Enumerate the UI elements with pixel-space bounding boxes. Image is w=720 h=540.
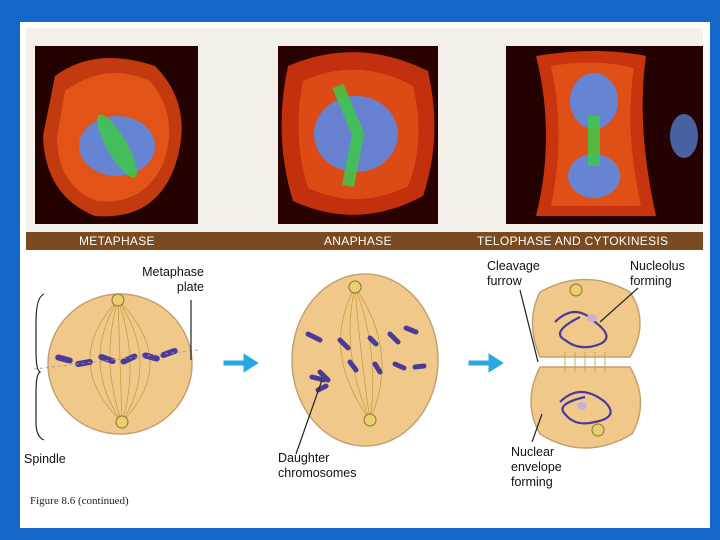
label-daughter-chromosomes-line2: chromosomes xyxy=(278,466,357,480)
arrow-icon xyxy=(225,356,256,370)
label-nuclear-envelope-forming-line2: envelope xyxy=(511,460,562,474)
cell-division-diagrams xyxy=(20,22,710,528)
label-nucleolus-forming-line2: forming xyxy=(630,274,672,288)
label-cleavage-furrow-line2: furrow xyxy=(487,274,522,288)
label-daughter-chromosomes xyxy=(278,451,357,481)
label-nuclear-envelope-forming-line1: Nuclear xyxy=(511,445,555,459)
figure-caption: Figure 8.6 (continued) xyxy=(30,495,129,507)
metaphase-cell xyxy=(34,294,198,434)
phase-label-metaphase: METAPHASE xyxy=(79,234,155,248)
label-daughter-chromosomes-line1: Daughter xyxy=(278,451,330,465)
phase-label-anaphase: ANAPHASE xyxy=(324,234,392,248)
anaphase-cell xyxy=(292,274,438,454)
label-nucleolus-forming-line1: Nucleolus xyxy=(630,259,685,273)
phase-label-telophase: TELOPHASE AND CYTOKINESIS xyxy=(477,234,669,248)
slide xyxy=(20,22,710,528)
label-cleavage-furrow-line1: Cleavage xyxy=(487,259,540,273)
label-nuclear-envelope-forming xyxy=(511,445,562,490)
label-spindle: Spindle xyxy=(24,452,66,466)
label-metaphase-plate xyxy=(130,265,204,295)
label-nucleolus-forming xyxy=(630,259,685,289)
arrow-icon xyxy=(470,356,501,370)
label-cleavage-furrow xyxy=(487,259,540,289)
spindle-bracket xyxy=(36,294,44,440)
label-metaphase-plate-line2: plate xyxy=(176,280,204,294)
telophase-cell xyxy=(520,280,641,449)
label-metaphase-plate-line1: Metaphase xyxy=(142,265,204,279)
label-nuclear-envelope-forming-line3: forming xyxy=(511,475,553,489)
